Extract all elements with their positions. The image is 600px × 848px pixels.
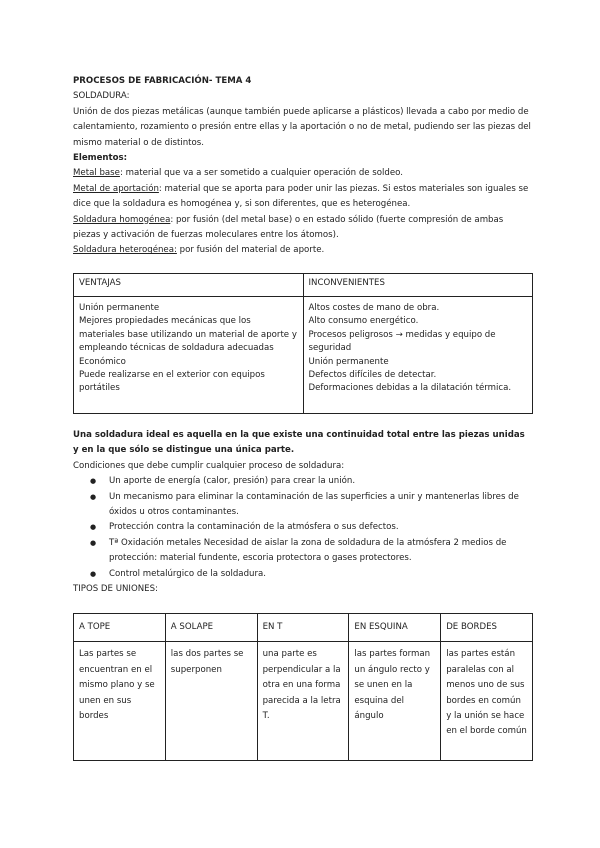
union-desc-de-bordes: las partes están paralelas con al menos uno de sus bordes en común y la unión se hace en el borde común: [441, 642, 533, 761]
list-item: ● Control metalúrgico de la soldadura.: [73, 567, 533, 582]
definition-soldadura-homogenea: [73, 213, 533, 244]
list-item: ● Un aporte de energía (calor, presión) para crear la unión.: [73, 474, 533, 489]
definition-metal-aportacion: [73, 182, 533, 213]
ventajas-cell: [74, 296, 304, 413]
union-header-de-bordes: DE BORDES: [441, 614, 533, 642]
list-item: ● Protección contra la contaminación de la atmósfera o sus defectos.: [73, 520, 533, 535]
list-item: Unión permanente: [79, 302, 160, 313]
list-item: Deformaciones debidas a la dilatación térmica.: [308, 383, 512, 394]
ventajas-inconvenientes-table: [73, 273, 533, 414]
union-desc-en-esquina: las partes forman un ángulo recto y se unen en la esquina del ángulo: [349, 642, 441, 761]
conditions-heading: Condiciones que debe cumplir cualquier proceso de soldadura:: [73, 460, 345, 471]
list-item: Puede realizarse en el exterior con equipos portátiles: [79, 369, 265, 394]
union-desc-a-solape: las dos partes se superponen: [165, 642, 257, 761]
list-item: Defectos difíciles de detectar.: [308, 369, 437, 380]
unions-table: [73, 613, 533, 761]
definition-metal-base: [73, 166, 533, 181]
definition-term: Soldadura homogénea: [73, 214, 171, 225]
table-header-row: [74, 273, 533, 296]
list-item: Altos costes de mano de obra.: [308, 302, 440, 313]
ideal-weld-paragraph: Una soldadura ideal es aquella en la que existe una continuidad total entre las piezas unidas y en la que sólo se distingue una única parte.: [73, 429, 525, 456]
list-item: ● Un mecanismo para eliminar la contaminación de las superficies a unir y mantenerlas libres de óxidos u otros contaminantes.: [73, 490, 533, 521]
list-item: ● Tª Oxidación metales Necesidad de aislar la zona de soldadura de la atmósfera 2 medios de protección: material fundente, escoria protectora o gases protectores.: [73, 536, 533, 567]
definition-text: : material que se aporta para poder unir las piezas. Si estos materiales son iguales se dice que la soldadura es homogénea y, si son diferentes, que es heterogénea.: [73, 183, 529, 210]
definition-term: Soldadura heterogénea:: [73, 245, 177, 256]
document-title: PROCESOS DE FABRICACIÓN- TEMA 4: [73, 76, 252, 86]
table-row: [74, 296, 533, 413]
definition-term: Metal base: [73, 168, 120, 179]
list-item: Mejores propiedades mecánicas que los materiales base utilizando un material de aporte y empleando técnicas de soldadura adecuadas: [79, 316, 297, 354]
list-item: Procesos peligrosos → medidas y equipo de seguridad: [308, 329, 496, 354]
inconvenientes-cell: [303, 296, 533, 413]
definition-text: : material que va a ser sometido a cualquier operación de soldeo.: [119, 168, 403, 179]
intro-paragraph: Unión de dos piezas metálicas (aunque también puede aplicarse a plásticos) llevada a cabo por medio de calentamiento, rozamiento o presión entre ellas y la aportación o no de metal, pudiendo ser las piezas del mismo material o de distintos.: [73, 106, 531, 148]
definition-term: Metal de aportación: [73, 183, 159, 194]
union-header-en-t: EN T: [257, 614, 349, 642]
union-desc-en-t: una parte es perpendicular a la otra en una forma parecida a la letra T.: [257, 642, 349, 761]
elements-heading: Elementos:: [73, 153, 128, 164]
conditions-list: [73, 474, 533, 582]
definition-text: por fusión del material de aporte.: [176, 245, 325, 256]
union-desc-a-tope: Las partes se encuentran en el mismo plano y se unen en sus bordes: [74, 642, 166, 761]
inconvenientes-header: INCONVENIENTES: [303, 273, 533, 296]
union-header-en-esquina: EN ESQUINA: [349, 614, 441, 642]
definition-soldadura-heterogenea: [73, 243, 533, 258]
list-item: Unión permanente: [308, 356, 389, 367]
definition-text: : por fusión (del metal base) o en estado sólido (fuerte compresión de ambas piezas y activación de fuerzas moleculares entre los átomos).: [73, 214, 504, 241]
ventajas-header: VENTAJAS: [74, 273, 304, 296]
union-header-a-tope: A TOPE: [74, 614, 166, 642]
document-page: [73, 74, 533, 761]
table-header-row: [74, 614, 533, 642]
unions-heading: TIPOS DE UNIONES:: [73, 583, 158, 594]
section-heading: SOLDADURA:: [73, 91, 130, 102]
list-item: Alto consumo energético.: [308, 316, 419, 327]
list-item: Económico: [79, 356, 126, 367]
table-row: [74, 642, 533, 761]
union-header-a-solape: A SOLAPE: [165, 614, 257, 642]
